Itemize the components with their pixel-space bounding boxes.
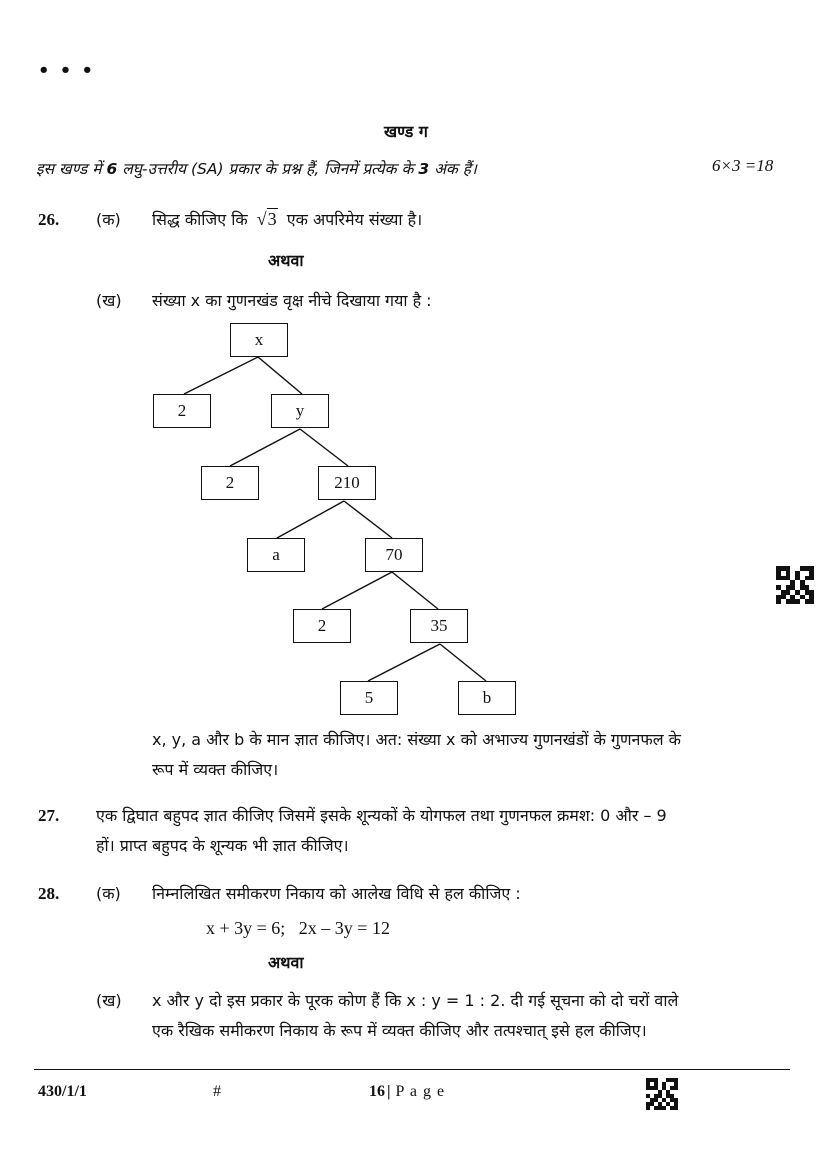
q26-part-a-pre: सिद्ध कीजिए कि bbox=[152, 210, 248, 229]
q26-number: 26. bbox=[38, 210, 60, 229]
q28-part-a-label: (क) bbox=[96, 884, 121, 903]
q26-part-b-line1: x, y, a और b के मान ज्ञात कीजिए। अत: संख्या x को अभाज्य गुणनखंडों के गुणनफल के bbox=[152, 730, 681, 749]
q28-part-a-text: निम्नलिखित समीकरण निकाय को आलेख विधि से हल कीजिए : bbox=[152, 884, 521, 903]
intro-post: प्रकार के प्रश्न हैं, जिनमें प्रत्येक के bbox=[223, 160, 419, 178]
tree-node-l2-left: 2 bbox=[201, 466, 259, 500]
q26-part-b-text: संख्या x का गुणनखंड वृक्ष नीचे दिखाया गया है : bbox=[152, 291, 432, 310]
q28-part-b-line2: एक रैखिक समीकरण निकाय के रूप में व्यक्त कीजिए और तत्पश्चात् इसे हल कीजिए। bbox=[152, 1021, 647, 1040]
edge-35-b bbox=[440, 644, 486, 681]
edge-y-2 bbox=[230, 429, 300, 466]
section-title: खण्ड ग bbox=[384, 122, 428, 141]
header-dots: • • • bbox=[38, 60, 96, 81]
edge-x-y bbox=[258, 357, 302, 394]
intro-marks: 3 bbox=[418, 160, 430, 178]
q28-number: 28. bbox=[38, 884, 60, 903]
tree-node-l5-left: 5 bbox=[340, 681, 398, 715]
q28-part-b-line1: x और y दो इस प्रकार के पूरक कोण हैं कि x : y = 1 : 2. दी गई सूचना को दो चरों वाले bbox=[152, 991, 679, 1010]
sqrt-symbol: √ bbox=[256, 209, 267, 229]
qr-code-side bbox=[776, 566, 814, 604]
footer-rule bbox=[34, 1069, 790, 1070]
intro-end: अंक हैं। bbox=[429, 160, 477, 178]
edge-70-35 bbox=[392, 572, 438, 609]
q26-part-a-text bbox=[152, 208, 422, 230]
footer-page-word: P a g e bbox=[395, 1083, 446, 1100]
footer-page bbox=[369, 1083, 445, 1101]
q28-part-b-label: (ख) bbox=[96, 991, 122, 1010]
q27-line1: एक द्विघात बहुपद ज्ञात कीजिए जिसमें इसके शून्यकों के योगफल तथा गुणनफल क्रमश: 0 और – 9 bbox=[96, 806, 667, 825]
section-intro bbox=[36, 157, 477, 179]
edge-x-2 bbox=[184, 357, 258, 394]
q26-part-b-label: (ख) bbox=[96, 291, 122, 310]
footer-page-separator: | bbox=[387, 1083, 391, 1100]
tree-node-l1-right: y bbox=[271, 394, 329, 428]
intro-sa: (SA) bbox=[190, 160, 224, 178]
footer-page-number: 16 bbox=[369, 1083, 385, 1100]
intro-pre: इस खण्ड में bbox=[36, 160, 107, 178]
edge-210-a bbox=[277, 501, 344, 538]
section-marks-total: 6×3 =18 bbox=[712, 156, 774, 175]
tree-node-l5-right: b bbox=[458, 681, 516, 715]
q27-number: 27. bbox=[38, 806, 60, 825]
footer-code: 430/1/1 bbox=[38, 1083, 87, 1100]
tree-node-l1-left: 2 bbox=[153, 394, 211, 428]
footer-hash: # bbox=[213, 1083, 221, 1100]
q26-part-a-post: एक अपरिमेय संख्या है। bbox=[286, 210, 423, 229]
tree-node-l4-right: 35 bbox=[410, 609, 468, 643]
q26-part-a-label: (क) bbox=[96, 210, 121, 229]
qr-code-footer bbox=[646, 1078, 678, 1110]
tree-node-l2-right: 210 bbox=[318, 466, 376, 500]
edge-35-5 bbox=[368, 644, 440, 681]
edge-210-70 bbox=[344, 501, 392, 538]
sqrt-expression bbox=[257, 209, 278, 229]
intro-mid: लघु-उत्तरीय bbox=[117, 160, 191, 178]
intro-count: 6 bbox=[106, 160, 118, 178]
sqrt-radicand: 3 bbox=[267, 209, 277, 229]
tree-node-l3-right: 70 bbox=[365, 538, 423, 572]
tree-node-l4-left: 2 bbox=[293, 609, 351, 643]
tree-node-root: x bbox=[230, 323, 288, 357]
q28-equations: x + 3y = 6; 2x – 3y = 12 bbox=[206, 918, 390, 938]
q28-or-label: अथवा bbox=[268, 953, 304, 972]
q26-or-label: अथवा bbox=[268, 251, 304, 270]
q27-line2: हों। प्राप्त बहुपद के शून्यक भी ज्ञात कीजिए। bbox=[96, 836, 349, 855]
edge-y-210 bbox=[300, 429, 348, 466]
q26-part-b-line2: रूप में व्यक्त कीजिए। bbox=[152, 760, 279, 779]
edge-70-2 bbox=[322, 572, 392, 609]
tree-node-l3-left: a bbox=[247, 538, 305, 572]
